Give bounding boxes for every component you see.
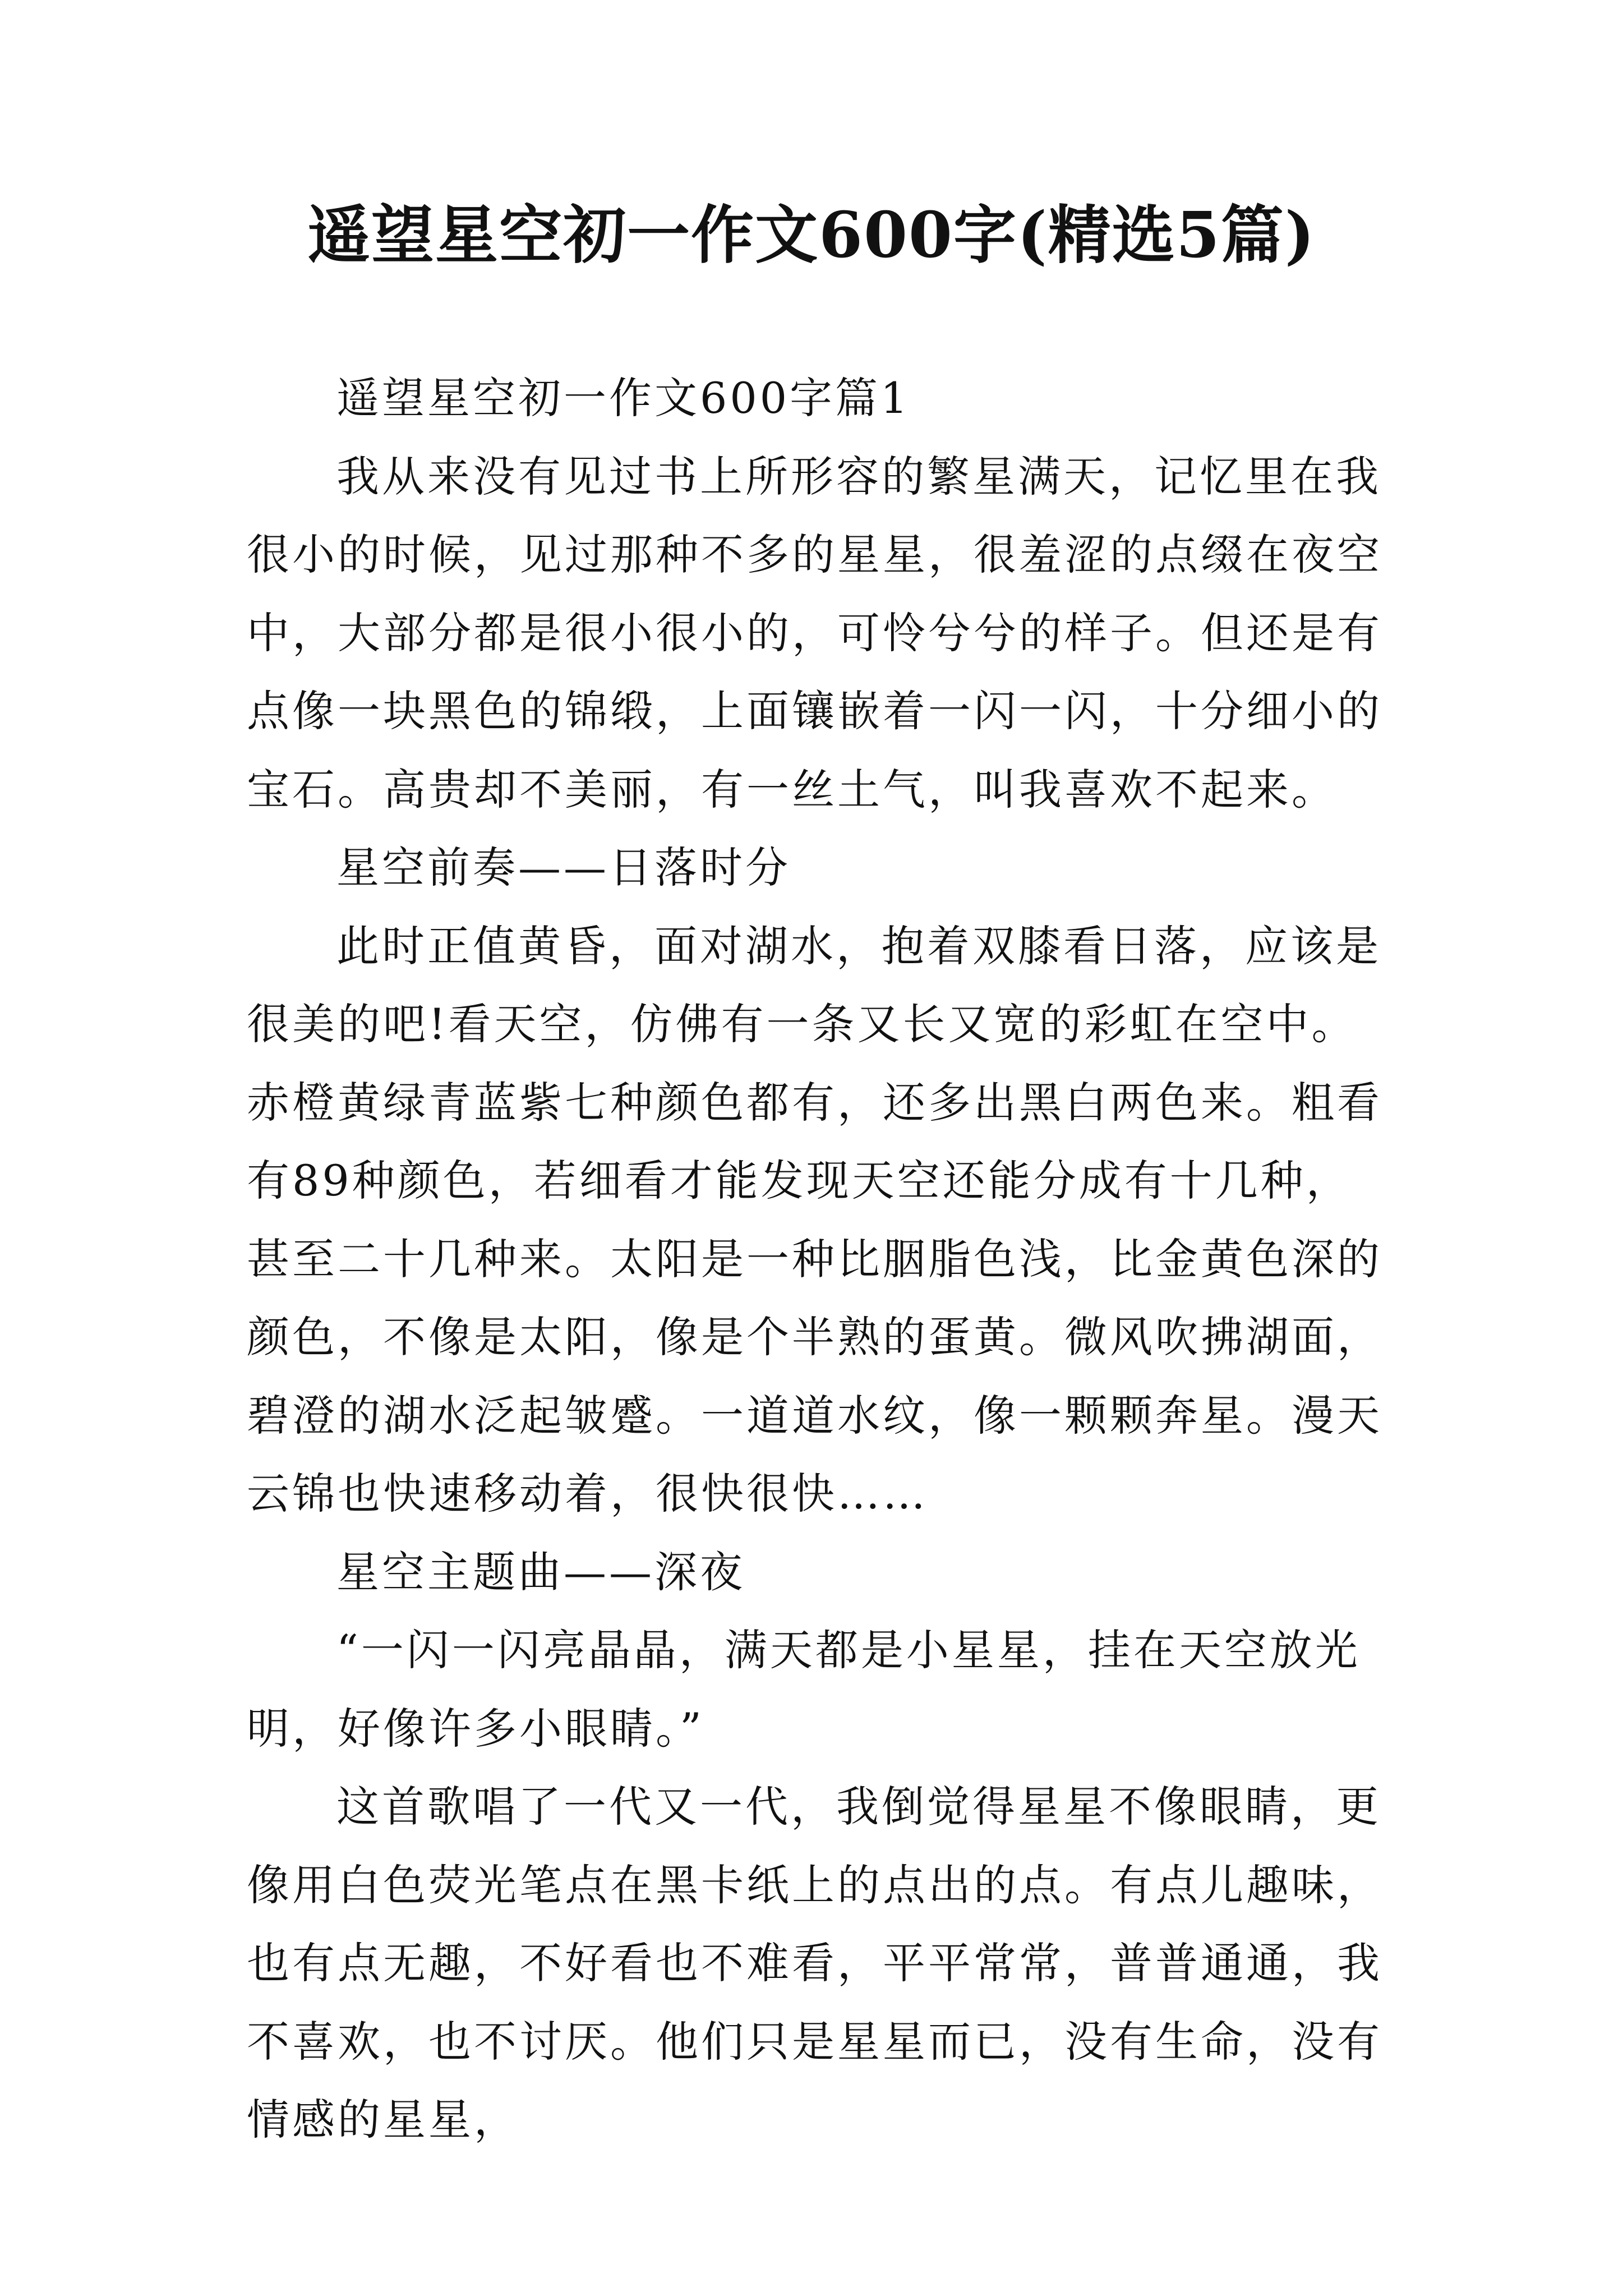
paragraph-3-song-quote: “一闪一闪亮晶晶，满天都是小星星，挂在天空放光明，好像许多小眼睛。” [247, 1625, 1361, 1754]
paragraph-2: 此时正值黄昏，面对湖水，抱着双膝看日落，应该是很美的吧!看天空，仿佛有一条又长又宽的彩虹在空中。赤橙黄绿青蓝紫七种颜色都有，还多出黑白两色来。粗看有89种颜色，若细看才能发现天空还能分成有十几种，甚至二十几种来。太阳是一种比胭脂色浅，比金黄色深的颜色，不像是太阳，像是个半熟的蛋黄。微风吹拂湖面，碧澄的湖水泛起皱蹙。一道道水纹，像一颗颗奔星。漫天云锦也快速移动着，很快很快…… [247, 921, 1382, 1519]
section-heading-1: 遥望星空初一作文600字篇1 [336, 373, 911, 423]
section-heading-3: 星空主题曲——深夜 [336, 1547, 745, 1597]
paragraph-4: 这首歌唱了一代又一代，我倒觉得星星不像眼睛，更像用白色荧光笔点在黑卡纸上的点出的点。有点儿趣味，也有点无趣，不好看也不难看，平平常常，普普通通，我不喜欢，也不讨厌。他们只是星星而已，没有生命，没有情感的星星， [247, 1782, 1382, 2145]
document-body [247, 359, 1391, 2159]
paragraph-1: 我从来没有见过书上所形容的繁星满天，记忆里在我很小的时候，见过那种不多的星星，很羞涩的点缀在夜空中，大部分都是很小很小的，可怜兮兮的样子。但还是有点像一块黑色的锦缎，上面镶嵌着一闪一闪，十分细小的宝石。高贵却不美丽，有一丝土气，叫我喜欢不起来。 [247, 451, 1382, 815]
section-heading-2: 星空前奏——日落时分 [336, 843, 791, 892]
document-title: 遥望星空初一作文600字(精选5篇) [307, 199, 1316, 272]
